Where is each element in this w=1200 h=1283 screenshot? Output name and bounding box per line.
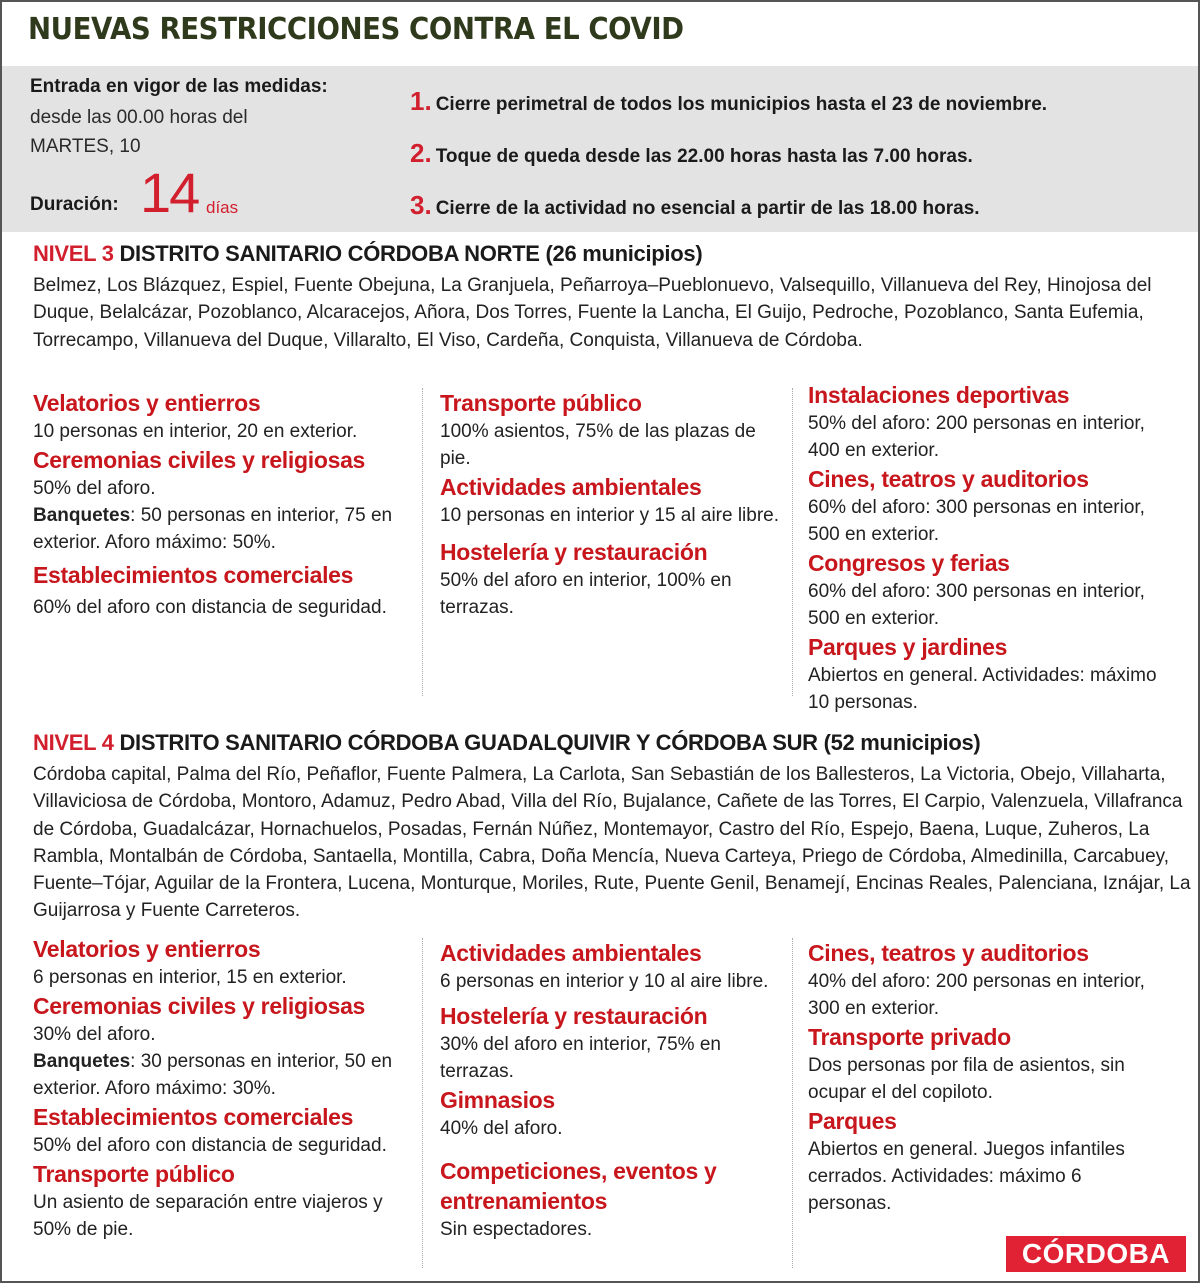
section-text: 40% del aforo: 200 personas en interior, 300 en exterior. xyxy=(808,971,1145,1019)
section-heading: Hostelería y restauración xyxy=(440,1003,708,1029)
section-heading: Transporte público xyxy=(440,390,642,416)
nivel3-col3 xyxy=(808,380,1158,716)
section-text: Dos personas por fila de asientos, sin ocupar el del copiloto. xyxy=(808,1055,1125,1103)
section-text: 50% del aforo. xyxy=(33,478,156,499)
section-heading: Parques xyxy=(808,1108,897,1134)
column-divider xyxy=(792,388,793,696)
section-heading: Parques y jardines xyxy=(808,634,1008,660)
section-heading: Actividades ambientales xyxy=(440,940,702,966)
section-text: 100% asientos, 75% de las plazas de pie. xyxy=(440,421,756,469)
nivel3-level: NIVEL 3 xyxy=(33,241,114,266)
nivel4-level: NIVEL 4 xyxy=(33,730,114,755)
page-title: NUEVAS RESTRICCIONES CONTRA EL COVID xyxy=(28,12,684,47)
banquetes-label: Banquetes xyxy=(33,1051,131,1072)
measure-number: 3. xyxy=(410,190,432,220)
measure-text: Toque de queda desde las 22.00 horas hasta las 7.00 horas. xyxy=(435,146,973,167)
measure-number: 2. xyxy=(410,138,432,168)
nivel3-municipalities: Belmez, Los Blázquez, Espiel, Fuente Obejuna, La Granjuela, Peñarroya–Pueblonuevo, Valsequillo, Villanueva del Rey, Hinojosa del Duque, Belalcázar, Pozoblanco, Alcaracejos, Añora, Dos Torres, Fuente la Lancha, El Guijo, Pedroche, Pozoblanco, Santa Eufemia, Torrecampo, Villanueva del Duque, Villaralto, El Viso, Cardeña, Conquista, Villanueva de Córdoba. xyxy=(33,275,1152,351)
section-text: Abiertos en general. Actividades: máximo 10 personas. xyxy=(808,665,1157,713)
measure-text: Cierre de la actividad no esencial a partir de las 18.00 horas. xyxy=(435,198,980,219)
duration-value: 14 xyxy=(140,161,199,224)
section-heading: Velatorios y entierros xyxy=(33,390,261,416)
section-text: 10 personas en interior, 20 en exterior. xyxy=(33,421,358,442)
entry-label: Entrada en vigor de las medidas: xyxy=(30,76,328,97)
section-heading: Gimnasios xyxy=(440,1087,555,1113)
section-heading: Instalaciones deportivas xyxy=(808,382,1070,408)
measure-item xyxy=(410,190,980,221)
section-text: 6 personas en interior y 10 al aire libre. xyxy=(440,971,769,992)
nivel4-col2 xyxy=(440,938,780,1243)
section-text: Sin espectadores. xyxy=(440,1219,593,1240)
section-heading: Ceremonias civiles y religiosas xyxy=(33,447,366,473)
banquetes-text: : 50 personas en interior, 75 en exterior. Aforo máximo: 50%. xyxy=(33,505,393,553)
measure-number: 1. xyxy=(410,86,432,116)
section-text-banquetes xyxy=(33,1048,418,1102)
nivel4-heading xyxy=(33,730,980,756)
duration-unit: días xyxy=(206,198,239,217)
section-text: 50% del aforo con distancia de seguridad. xyxy=(33,1135,387,1156)
entry-text: desde las 00.00 horas del MARTES, 10 xyxy=(30,107,248,157)
measure-item xyxy=(410,138,973,169)
section-text: 6 personas en interior, 15 en exterior. xyxy=(33,967,347,988)
section-heading: Hostelería y restauración xyxy=(440,539,708,565)
nivel4-col1 xyxy=(33,934,418,1243)
column-divider xyxy=(422,388,423,696)
nivel3-heading xyxy=(33,241,702,267)
section-heading: Establecimientos comerciales xyxy=(33,1104,354,1130)
nivel4-municipalities: Córdoba capital, Palma del Río, Peñaflor, Fuente Palmera, La Carlota, San Sebastián de los Ballesteros, La Victoria, Obejo, Villaharta, Villaviciosa de Córdoba, Montoro, Adamuz, Pedro Abad, Villa del Río, Bujalance, Cañete de las Torres, El Carpio, Valenzuela, Villafranca de Córdoba, Guadalcázar, Hornachuelos, Posadas, Fernán Núñez, Montemayor, Castro del Río, Espejo, Baena, Luque, Zuheros, La Rambla, Montalbán de Córdoba, Santaella, Montilla, Cabra, Doña Mencía, Nueva Carteya, Priego de Córdoba, Almedinilla, Carcabuey, Fuente–Tójar, Aguilar de la Frontera, Lucena, Monturque, Moriles, Rute, Puente Genil, Benamejí, Encinas Reales, Palenciana, Iznájar, La Guijarrosa y Fuente Carreteros. xyxy=(33,764,1191,922)
section-text: 60% del aforo: 300 personas en interior, 500 en exterior. xyxy=(808,581,1145,629)
section-heading: Transporte público xyxy=(33,1161,235,1187)
section-heading: Cines, teatros y auditorios xyxy=(808,940,1089,966)
cordoba-logo: CÓRDOBA xyxy=(1006,1236,1186,1272)
section-heading: Competiciones, eventos y entrenamientos xyxy=(440,1158,717,1214)
section-text: 40% del aforo. xyxy=(440,1118,563,1139)
nivel3-title: DISTRITO SANITARIO CÓRDOBA NORTE (26 municipios) xyxy=(113,241,703,266)
section-text: 50% del aforo en interior, 100% en terrazas. xyxy=(440,570,732,618)
section-text: 60% del aforo con distancia de seguridad. xyxy=(33,597,387,618)
section-text: 50% del aforo: 200 personas en interior, 400 en exterior. xyxy=(808,413,1145,461)
column-divider xyxy=(792,938,793,1268)
section-text: 60% del aforo: 300 personas en interior, 500 en exterior. xyxy=(808,497,1145,545)
measure-item xyxy=(410,86,1047,117)
section-text: 10 personas en interior y 15 al aire libre. xyxy=(440,505,780,526)
section-heading: Transporte privado xyxy=(808,1024,1011,1050)
nivel3-col2 xyxy=(440,388,780,621)
duration-label: Duración: xyxy=(30,194,119,215)
section-heading: Actividades ambientales xyxy=(440,474,702,500)
section-text-banquetes xyxy=(33,502,418,556)
section-heading: Congresos y ferias xyxy=(808,550,1010,576)
section-text: Un asiento de separación entre viajeros y 50% de pie. xyxy=(33,1192,383,1240)
nivel4-title: DISTRITO SANITARIO CÓRDOBA GUADALQUIVIR Y CÓRDOBA SUR (52 municipios) xyxy=(113,730,981,755)
banquetes-label: Banquetes xyxy=(33,505,131,526)
section-heading: Cines, teatros y auditorios xyxy=(808,466,1089,492)
section-text: 30% del aforo. xyxy=(33,1024,156,1045)
measure-text: Cierre perimetral de todos los municipios hasta el 23 de noviembre. xyxy=(435,94,1048,115)
column-divider xyxy=(422,938,423,1268)
nivel4-col3 xyxy=(808,938,1178,1217)
section-heading: Velatorios y entierros xyxy=(33,936,261,962)
section-text: 30% del aforo en interior, 75% en terrazas. xyxy=(440,1034,721,1082)
banquetes-text: : 30 personas en interior, 50 en exterior. Aforo máximo: 30%. xyxy=(33,1051,393,1099)
section-heading: Establecimientos comerciales xyxy=(33,562,354,588)
section-text: Abiertos en general. Juegos infantiles cerrados. Actividades: máximo 6 personas. xyxy=(808,1139,1125,1214)
nivel3-col1 xyxy=(33,388,418,621)
section-heading: Ceremonias civiles y religiosas xyxy=(33,993,366,1019)
